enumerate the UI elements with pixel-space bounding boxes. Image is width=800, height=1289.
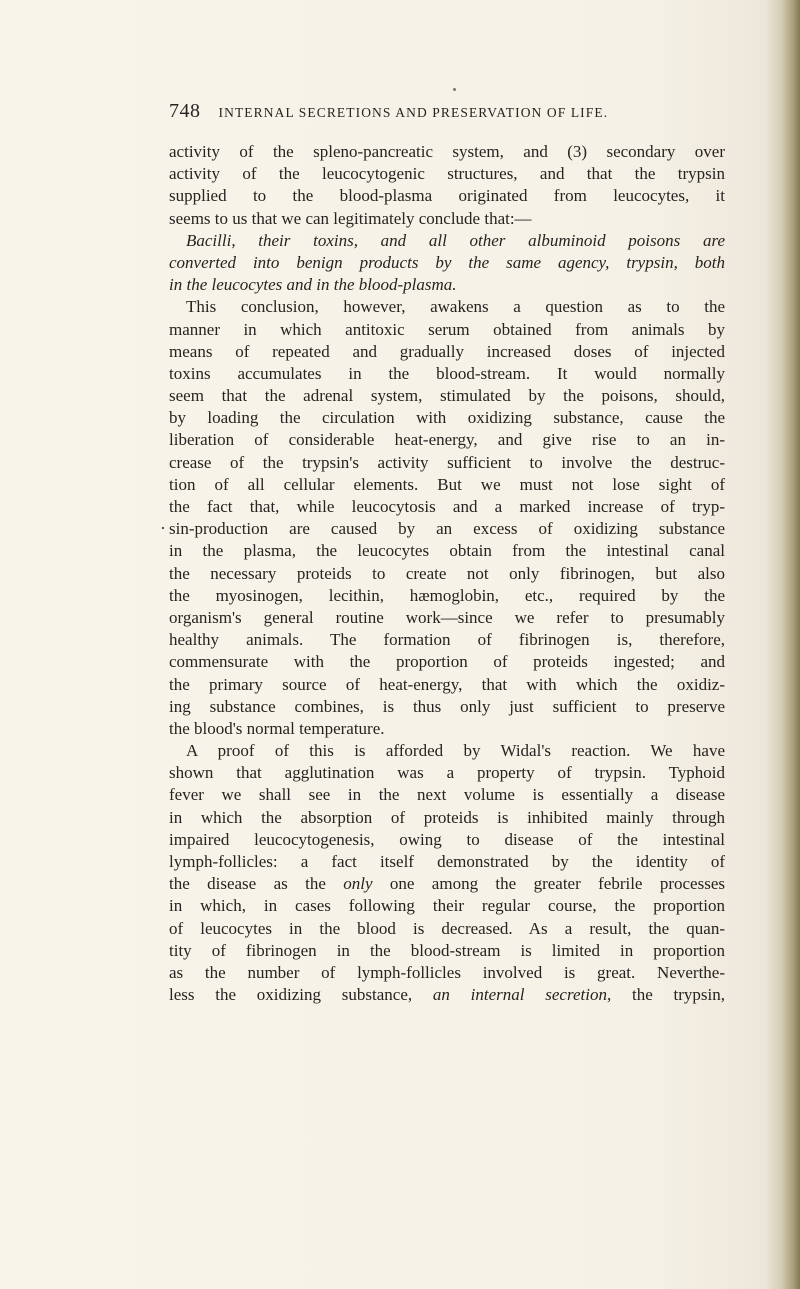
italic-text: in the leucocytes and in the blood-plasma. — [169, 275, 457, 295]
text-line — [169, 274, 725, 296]
text-segment: means of repeated and gradually increased doses of injected — [169, 341, 725, 361]
text-segment: in the plasma, the leucocytes obtain from the intestinal canal — [169, 541, 725, 561]
text-line — [169, 230, 725, 252]
text-segment: impaired leucocytogenesis, owing to disease of the intestinal — [169, 829, 725, 849]
text-segment: in which, in cases following their regular course, the proportion — [169, 896, 725, 916]
italic-text: an internal secretion — [432, 985, 607, 1005]
text-line — [169, 141, 725, 163]
text-line — [169, 452, 725, 474]
text-line — [169, 474, 725, 496]
text-segment: A proof of this is afforded by Widal's reaction. We have — [186, 741, 725, 761]
text-segment: seem that the adrenal system, stimulated by the poisons, should, — [169, 386, 725, 406]
text-line — [169, 319, 725, 341]
text-segment: , the trypsin, — [606, 985, 725, 1005]
text-line — [169, 918, 725, 940]
text-segment: the fact that, while leucocytosis and a marked increase of tryp- — [169, 497, 725, 516]
text-segment: as the number of lymph-follicles involved is great. Neverthe- — [169, 962, 725, 982]
text-line — [169, 563, 725, 585]
text-segment: liberation of considerable heat-energy, and give rise to an in- — [169, 430, 725, 450]
text-line — [169, 208, 725, 230]
text-segment: activity of the spleno-pancreatic system, and (3) secondary over — [169, 142, 725, 161]
text-line — [169, 363, 725, 385]
text-line — [169, 651, 725, 673]
text-line — [169, 718, 725, 740]
text-segment: the disease as the — [169, 874, 344, 894]
text-segment: This conclusion, however, awakens a question as to the — [186, 297, 725, 317]
text-line — [169, 585, 725, 607]
text-line — [169, 740, 725, 762]
text-line — [169, 252, 725, 274]
text-line — [169, 429, 725, 451]
page-edge-shadow — [766, 0, 800, 1289]
text-segment: crease of the trypsin's activity sufficient to involve the destruc- — [169, 452, 725, 472]
text-line — [169, 629, 725, 651]
text-segment: by loading the circulation with oxidizing substance, cause the — [169, 408, 725, 428]
text-segment: commensurate with the proportion of proteids ingested; and — [169, 652, 725, 672]
text-segment: fever we shall see in the next volume is essentially a disease — [169, 785, 725, 805]
text-segment: organism's general routine work—since we refer to presumably — [169, 607, 725, 627]
page-number: 748 — [169, 100, 201, 122]
italic-text: Bacilli, their toxins, and all other albuminoid poisons are — [186, 230, 725, 250]
text-segment: the necessary proteids to create not only fibrinogen, but also — [169, 563, 725, 583]
italic-text: only — [343, 874, 373, 894]
text-segment: manner in which antitoxic serum obtained from animals by — [169, 319, 725, 339]
text-line — [169, 496, 725, 518]
italic-text: converted into benign products by the same agency, trypsin, both — [169, 252, 725, 272]
print-speck — [453, 88, 456, 91]
text-segment: healthy animals. The formation of fibrinogen is, therefore, — [169, 630, 725, 650]
text-line — [169, 407, 725, 429]
text-line — [169, 540, 725, 562]
text-line — [169, 873, 725, 895]
text-segment: the myosinogen, lecithin, hæmoglobin, etc., required by the — [169, 585, 725, 605]
text-line — [169, 962, 725, 984]
text-line — [169, 696, 725, 718]
text-segment: sin-production are caused by an excess of oxidizing substance — [169, 519, 725, 539]
text-line — [169, 341, 725, 363]
text-segment: lymph-follicles: a fact itself demonstrated by the identity of — [169, 852, 725, 871]
text-line — [169, 784, 725, 806]
body-text — [169, 141, 725, 1006]
text-line — [169, 674, 725, 696]
text-line — [169, 296, 725, 318]
text-segment: supplied to the blood-plasma originated from leucocytes, it — [169, 186, 725, 206]
page-header — [169, 100, 729, 130]
text-line — [169, 984, 725, 1006]
text-line — [169, 940, 725, 962]
text-line — [169, 851, 725, 873]
text-line — [169, 895, 725, 917]
margin-speck — [162, 527, 164, 529]
text-segment: tion of all cellular elements. But we must not lose sight of — [169, 474, 725, 494]
text-line — [169, 185, 725, 207]
text-line — [169, 518, 725, 540]
text-segment: the blood's normal temperature. — [169, 718, 385, 738]
text-segment: less the oxidizing substance, — [169, 985, 433, 1005]
text-line — [169, 807, 725, 829]
text-line — [169, 829, 725, 851]
text-segment: of leucocytes in the blood is decreased. As a result, the quan- — [169, 918, 725, 938]
text-segment: shown that agglutination was a property of trypsin. Typhoid — [169, 763, 725, 783]
text-segment: the primary source of heat-energy, that with which the oxidiz- — [169, 674, 725, 694]
text-line — [169, 385, 725, 407]
text-line — [169, 607, 725, 629]
text-segment: ing substance combines, is thus only just sufficient to preserve — [169, 696, 725, 716]
running-head: INTERNAL SECRETIONS AND PRESERVATION OF LIFE. — [218, 105, 609, 120]
text-segment: in which the absorption of proteids is inhibited mainly through — [169, 807, 725, 827]
text-segment: activity of the leucocytogenic structures, and that the trypsin — [169, 164, 725, 184]
text-segment: seems to us that we can legitimately conclude that:— — [169, 208, 532, 228]
text-segment: toxins accumulates in the blood-stream. It would normally — [169, 363, 725, 383]
text-segment: one among the greater febrile processes — [372, 874, 725, 894]
text-segment: tity of fibrinogen in the blood-stream is limited in proportion — [169, 940, 725, 960]
text-line — [169, 163, 725, 185]
text-line — [169, 762, 725, 784]
